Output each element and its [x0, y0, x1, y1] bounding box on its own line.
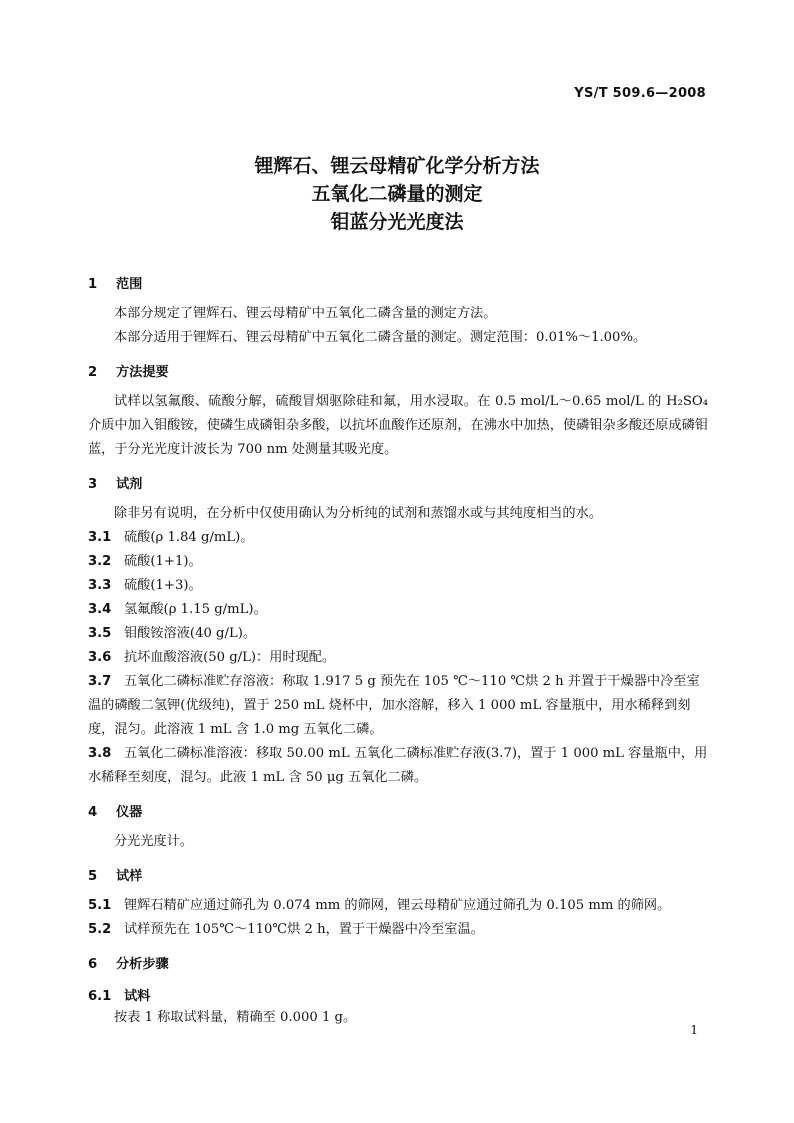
list-item: 5.2 试样预先在 105℃～110℃烘 2 h，置于干燥器中冷至室温。: [88, 922, 484, 937]
standard-number: YS/T 509.6—2008: [574, 86, 706, 101]
list-item: 3.3 硫酸(1+3)。: [88, 578, 202, 593]
page-number: 1: [690, 1023, 698, 1037]
section-1-para-1: 本部分规定了锂辉石、锂云母精矿中五氧化二磷含量的测定方法。: [114, 306, 497, 321]
document-title: [0, 152, 794, 236]
title-line-2: 五氧化二磷量的测定: [311, 183, 483, 205]
list-item: 3.4 氢氟酸(ρ 1.15 g/mL)。: [88, 602, 267, 617]
title-line-1: 锂辉石、锂云母精矿化学分析方法: [254, 155, 540, 177]
section-6-1-para-1: 按表 1 称取试料量，精确至 0.000 1 g。: [114, 1010, 357, 1025]
section-6-heading: 6 分析步骤: [88, 957, 169, 972]
list-item: 3.5 钼酸铵溶液(40 g/L)。: [88, 626, 257, 641]
list-item: 5.1 锂辉石精矿应通过筛孔为 0.074 mm 的筛网，锂云母精矿应通过筛孔为 0.105 mm 的筛网。: [88, 898, 671, 913]
section-4-para-1: 分光光度计。: [114, 834, 194, 849]
title-line-3: 钼蓝分光光度法: [330, 211, 464, 233]
list-item: 3.2 硫酸(1+1)。: [88, 554, 202, 569]
section-4-heading: 4 仪器: [88, 805, 143, 820]
list-item: 3.1 硫酸(ρ 1.84 g/mL)。: [88, 530, 254, 545]
section-5-heading: 5 试样: [88, 869, 143, 884]
section-2-heading: 2 方法提要: [88, 365, 169, 380]
list-item: 3.6 抗坏血酸溶液(50 g/L)：用时现配。: [88, 650, 336, 665]
list-item: 3.7 五氧化二磷标准贮存溶液：称取 1.917 5 g 预先在 105 ℃～110 ℃烘 2 h 并置于干燥器中冷至室温的磷酸二氢钾(优级纯)，置于 250 mL 烧杯中，加水溶解，移入 1 000 mL 容量瓶中，用水稀释到刻度，混匀。此溶液 1 mL 含 1.0 mg 五氧化二磷。: [88, 674, 700, 737]
section-1-para-2: 本部分适用于锂辉石、锂云母精矿中五氧化二磷含量的测定。测定范围：0.01%～1.00%。: [114, 330, 647, 345]
document-body: [88, 276, 708, 1030]
section-3-heading: 3 试剂: [88, 477, 143, 492]
section-6-1-heading: 6.1 试料: [88, 989, 151, 1004]
section-2-para-1: 试样以氢氟酸、硫酸分解，硫酸冒烟驱除硅和氟，用水浸取。在 0.5 mol/L～0.65 mol/L 的 H₂SO₄ 介质中加入钼酸铵，使磷生成磷钼杂多酸，以抗坏血酸作还原剂，在沸水中加热，使磷钼杂多酸还原成磷钼蓝，于分光光度计波长为 700 nm 处测量其吸光度。: [88, 394, 708, 457]
section-1-heading: 1 范围: [88, 277, 143, 292]
list-item: 3.8 五氧化二磷标准溶液：移取 50.00 mL 五氧化二磷标准贮存液(3.7)，置于 1 000 mL 容量瓶中，用水稀释至刻度，混匀。此液 1 mL 含 50 μg 五氧化二磷。: [88, 746, 708, 785]
section-3-intro: 除非另有说明，在分析中仅使用确认为分析纯的试剂和蒸馏水或与其纯度相当的水。: [114, 506, 602, 521]
